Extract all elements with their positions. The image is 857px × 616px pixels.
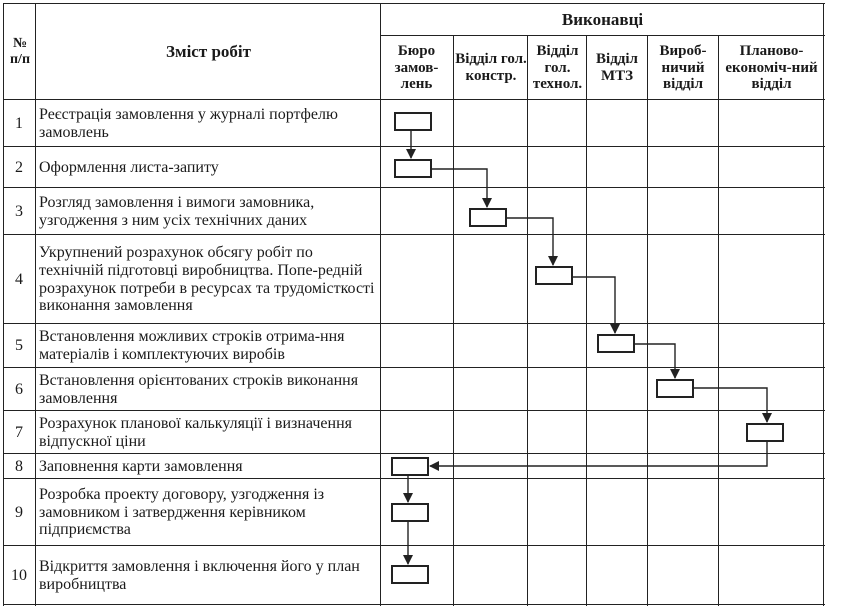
- header-dept-tehnol: Відділ гол. технол.: [532, 42, 583, 93]
- row-task: Заповнення карти замовлення: [39, 457, 243, 475]
- row-task: Укрупнений розрахунок обсягу робіт по технічній підготовці виробництва. Попе-редній розрахунок потреби в ресурсах та трудомісткості виконання замовлення: [39, 244, 375, 315]
- row-num: 10: [11, 566, 27, 584]
- header-num: № п/п: [9, 36, 31, 67]
- header-dept-plan: Планово-економіч-ний відділ: [725, 42, 818, 93]
- flow-arrow-3-4: [507, 218, 553, 265]
- row-num: 2: [15, 158, 23, 176]
- flow-arrow-5-6: [635, 344, 675, 378]
- row-task: Встановлення орієнтованих строків виконання замовлення: [39, 371, 359, 407]
- flow-arrow-4-5: [573, 277, 615, 333]
- row-num: 9: [15, 503, 23, 521]
- row-task: Розробка проекту договору, узгодження із замовником і затвердження керівником підприємства: [39, 486, 325, 539]
- header-performers: Виконавці: [561, 10, 644, 30]
- header-dept-buro: Бюро замов-лень: [394, 42, 439, 93]
- header-dept-mtz: Відділ МТЗ: [596, 51, 638, 84]
- flow-arrow-6-7: [694, 388, 767, 422]
- row-task: Розрахунок планової калькуляції і визначення відпускної ціни: [39, 414, 352, 450]
- row-task: Відкриття замовлення і включення його у план виробництва: [39, 557, 360, 593]
- row-task: Реєстрація замовлення у журналі портфелю замовлень: [39, 105, 338, 141]
- row-num: 3: [15, 202, 23, 220]
- row-num: 4: [15, 270, 23, 288]
- header-content: Зміст робіт: [166, 42, 251, 62]
- header-dept-konstr: Відділ гол. констр.: [455, 51, 527, 84]
- row-num: 8: [15, 457, 23, 475]
- row-num: 5: [15, 337, 23, 354]
- flow-arrow-2-3: [432, 169, 487, 207]
- row-task: Оформлення листа-запиту: [39, 158, 219, 176]
- header-dept-vyrob: Вироб-ничий відділ: [659, 42, 707, 93]
- row-num: 7: [15, 423, 23, 441]
- row-task: Встановлення можливих строків отрима-ння матеріалів і комплектуючих виробів: [39, 328, 345, 363]
- row-num: 1: [15, 114, 23, 132]
- flow-arrow-7-8: [430, 442, 767, 466]
- row-num: 6: [15, 380, 23, 398]
- row-task: Розгляд замовлення і вимоги замовника, узгодження з ним усіх технічних даних: [39, 193, 315, 229]
